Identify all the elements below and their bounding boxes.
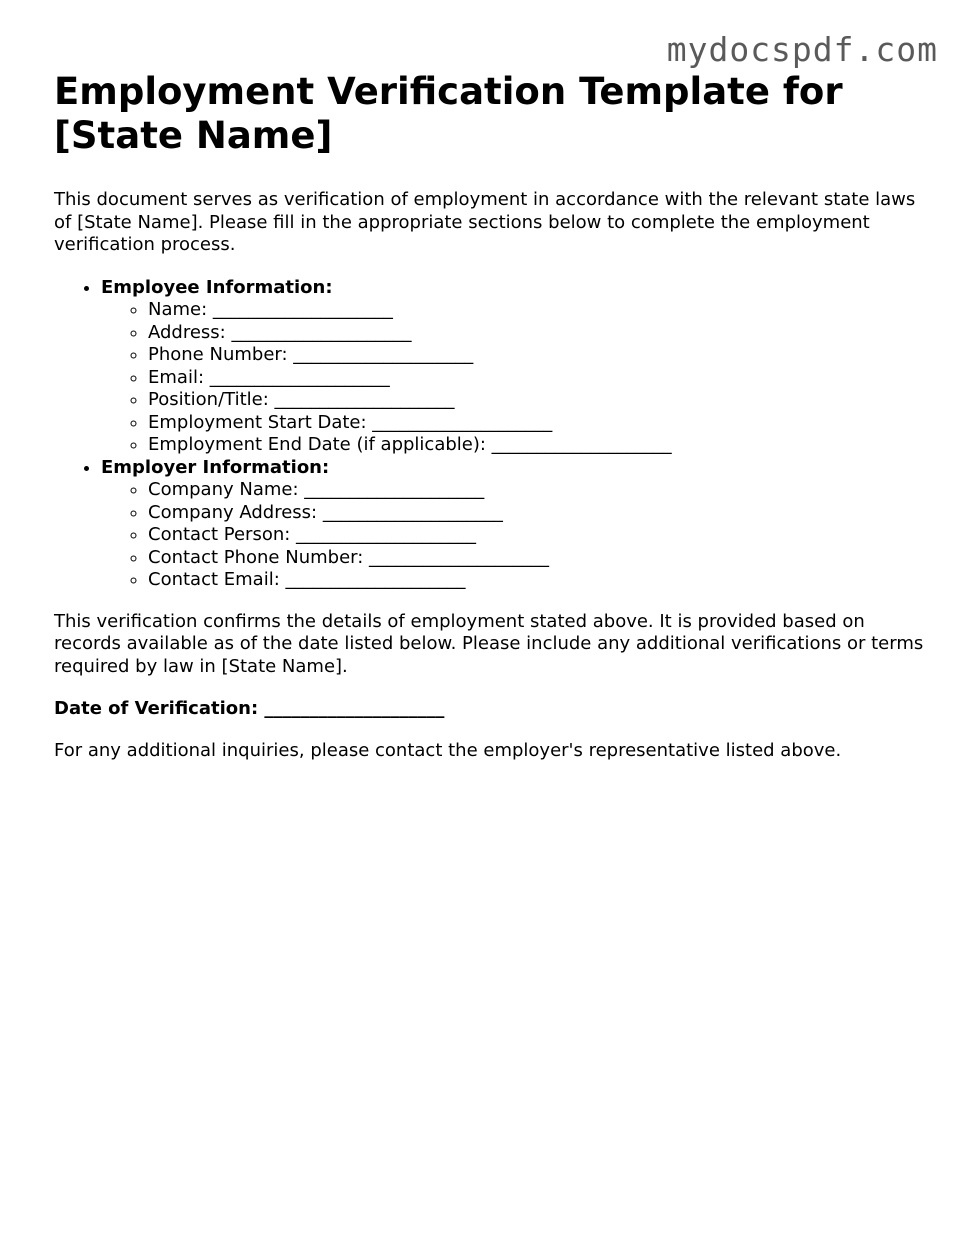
watermark: mydocspdf.com <box>666 30 938 69</box>
date-of-verification: Date of Verification: ____________________ <box>54 698 445 719</box>
confirmation-paragraph: This verification confirms the details of employment stated above. It is provided based on records available as of the date listed below. Please include any additional verifications or terms required by law in [State Name]. <box>54 610 924 677</box>
company-address-field: ◦ Company Address: ____________________ <box>148 502 924 525</box>
employee-phone-field: ◦ Phone Number: ____________________ <box>148 344 924 367</box>
contact-phone-field: ◦ Contact Phone Number: ____________________ <box>148 547 924 570</box>
company-name-field: ◦ Company Name: ____________________ <box>148 479 924 502</box>
document-title: Employment Verification Template for [State Name] <box>54 70 843 157</box>
employment-start-date-field: ◦ Employment Start Date: ____________________ <box>148 412 924 435</box>
employer-fields-list <box>101 479 924 592</box>
employee-fields-list <box>101 299 924 457</box>
employer-information-section <box>101 457 924 592</box>
employee-information-heading: Employee Information: <box>101 276 333 298</box>
intro-paragraph: This document serves as verification of employment in accordance with the relevant state laws of [State Name]. Please fill in the appropriate sections below to complete the employment verification process. <box>54 189 916 255</box>
information-sections <box>54 277 924 592</box>
employee-position-field: ◦ Position/Title: ____________________ <box>148 389 924 412</box>
employee-email-field: ◦ Email: ____________________ <box>148 367 924 390</box>
employee-information-section <box>101 277 924 457</box>
employee-name-field: ◦ Name: ____________________ <box>148 299 924 322</box>
employer-information-heading: Employer Information: <box>101 456 330 478</box>
employee-address-field: ◦ Address: ____________________ <box>148 322 924 345</box>
contact-person-field: ◦ Contact Person: ____________________ <box>148 524 924 547</box>
contact-email-field: ◦ Contact Email: ____________________ <box>148 569 924 592</box>
closing-paragraph: For any additional inquiries, please contact the employer's representative listed above. <box>54 739 842 761</box>
document-page <box>54 70 924 782</box>
employment-end-date-field: ◦ Employment End Date (if applicable): ____________________ <box>148 434 924 457</box>
